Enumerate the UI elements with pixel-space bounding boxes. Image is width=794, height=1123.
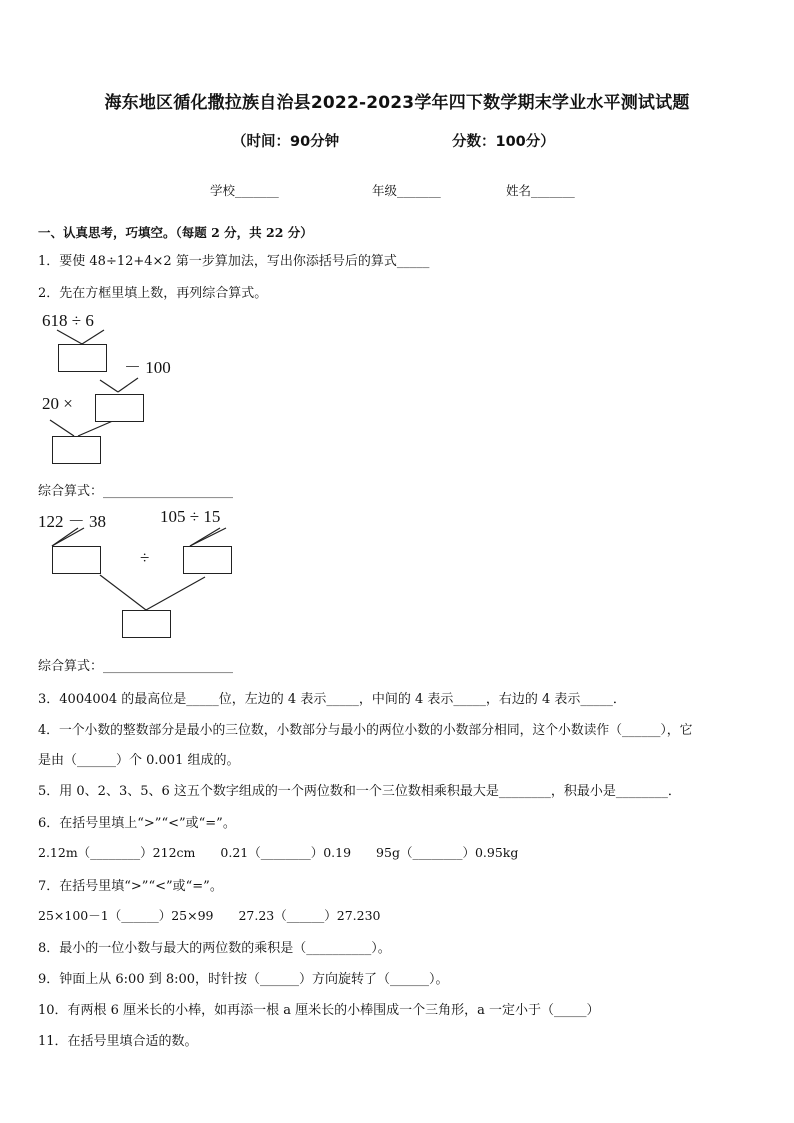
question-5: 5．用 0、2、3、5、6 这五个数字组成的一个两位数和一个三位数相乘积最大是________，积最小是________． — [38, 784, 681, 799]
page-title: 海东地区循化撒拉族自治县2022-2023学年四下数学期末学业水平测试试题 — [104, 93, 690, 113]
diagram1-left-expression: 20 × — [42, 394, 73, 413]
answer-box[interactable] — [58, 344, 107, 372]
question-2: 2．先在方框里填上数，再列综合算式。 — [38, 286, 268, 301]
diagram2-right-expression: 105 ÷ 15 — [160, 507, 221, 526]
school-field: 学校_______ — [210, 183, 279, 198]
question-4-line1: 4．一个小数的整数部分是最小的三位数，小数部分与最小的两位小数的小数部分相同，这个小数读作（______），它 — [38, 723, 693, 738]
exam-score: 分数：100分） — [452, 134, 555, 150]
answer-box[interactable] — [52, 436, 101, 464]
grade-field: 年级_______ — [372, 183, 441, 198]
question-8: 8．最小的一位小数与最大的两位数的乘积是（__________）。 — [38, 941, 391, 956]
exam-time: （时间：90分钟 — [232, 134, 340, 150]
question-3: 3．4004004 的最高位是_____位，左边的 4 表示_____，中间的 4 表示_____，右边的 4 表示_____． — [38, 692, 626, 707]
answer-box[interactable] — [122, 610, 171, 638]
answer-box[interactable] — [183, 546, 232, 574]
section-heading: 一、认真思考，巧填空。（每题 2 分，共 22 分） — [38, 225, 313, 240]
diagram1-mid-expression: － 100 — [124, 358, 171, 377]
question-11: 11．在括号里填合适的数。 — [38, 1034, 198, 1049]
question-6: 6．在括号里填上“>”“<”或“=”。 — [38, 816, 236, 831]
answer-box[interactable] — [95, 394, 144, 422]
question-6-items: 2.12m（________）212cm 0.21（________）0.19 95g（________）0.95kg — [38, 845, 519, 860]
question-9: 9．钟面上从 6:00 到 8:00，时针按（______）方向旋转了（______）。 — [38, 972, 449, 987]
diagram2-left-expression: 122 － 38 — [38, 512, 106, 531]
question-1: 1．要使 48÷12+4×2 第一步算加法，写出你添括号后的算式_____ — [38, 254, 430, 269]
diagram1-top-expression: 618 ÷ 6 — [42, 311, 94, 330]
question-7-items: 25×100－1（______）25×99 27.23（______）27.230 — [38, 908, 381, 923]
combined-formula-2: 综合算式：____________________ — [38, 659, 234, 674]
combined-formula-1: 综合算式：____________________ — [38, 484, 234, 499]
diagram2-operator: ÷ — [140, 548, 150, 567]
question-7: 7．在括号里填“>”“<”或“=”。 — [38, 879, 223, 894]
answer-box[interactable] — [52, 546, 101, 574]
name-field: 姓名_______ — [506, 183, 575, 198]
question-4-line2: 是由（______）个 0.001 组成的。 — [38, 753, 240, 768]
question-10: 10．有两根 6 厘米长的小棒，如再添一根 a 厘米长的小棒围成一个三角形，a 一定小于（_____） — [38, 1003, 600, 1018]
